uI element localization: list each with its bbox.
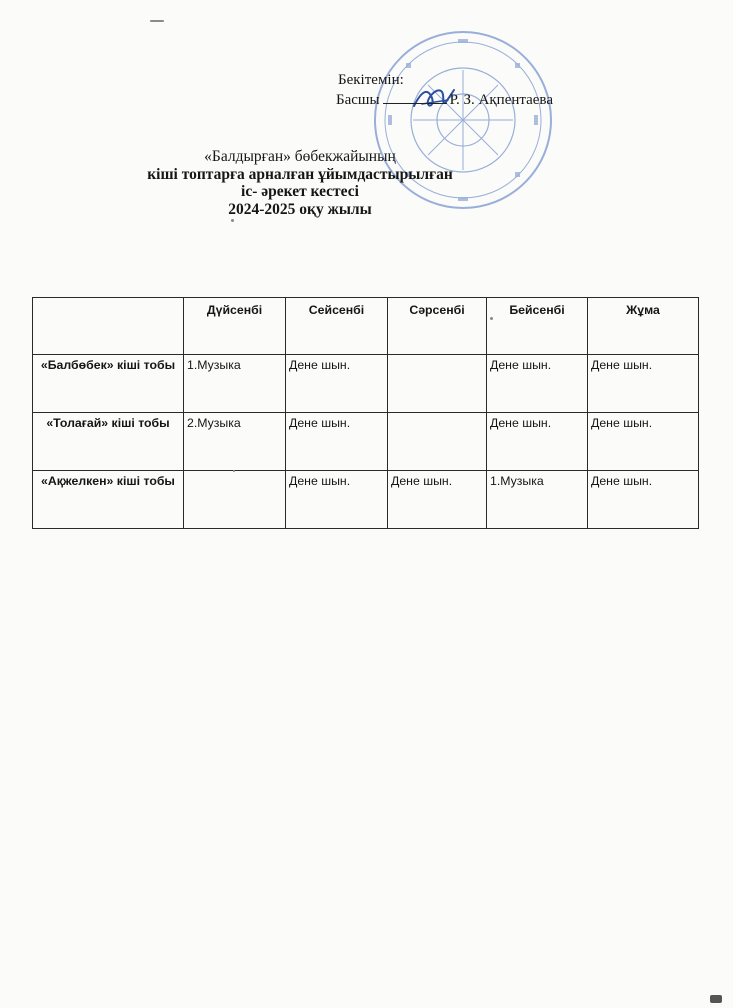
header-monday: Дүйсенбі — [184, 298, 286, 355]
table-cell: Дене шын. — [388, 471, 487, 529]
table-cell — [388, 355, 487, 413]
table-cell: Дене шын. — [286, 355, 388, 413]
approval-role: Басшы — [336, 92, 380, 108]
header-wednesday: Сәрсенбі — [388, 298, 487, 355]
table-cell — [388, 413, 487, 471]
table-row — [33, 471, 699, 529]
title-line-3: іс- әрекет кестесі — [241, 183, 359, 200]
group-name: «Толағай» кіші тобы — [33, 413, 184, 471]
table-cell: 1.Музыка — [184, 355, 286, 413]
approval-label: Бекітемін: — [338, 72, 404, 88]
approval-signatory — [336, 91, 553, 109]
document-title — [100, 148, 500, 218]
header-friday: Жұма — [588, 298, 699, 355]
table-cell: Дене шын. — [588, 471, 699, 529]
signature-line — [383, 91, 447, 104]
header-thursday: Бейсенбі — [487, 298, 588, 355]
group-name: «Балбөбек» кіші тобы — [33, 355, 184, 413]
schedule-table — [32, 297, 699, 529]
table-cell: 2.Музыка — [184, 413, 286, 471]
header-tuesday: Сейсенбі — [286, 298, 388, 355]
table-cell: Дене шын. — [286, 471, 388, 529]
title-line-2: кіші топтарға арналған ұйымдастырылған — [147, 165, 453, 183]
table-row — [33, 413, 699, 471]
table-cell: Дене шын. — [286, 413, 388, 471]
table-row — [33, 355, 699, 413]
title-line-1: «Балдырған» бөбекжайының — [204, 148, 396, 165]
approval-name: Р. З. Ақпентаева — [449, 92, 553, 108]
group-name: «Ақжелкен» кіші тобы — [33, 471, 184, 529]
table-cell — [184, 471, 286, 529]
title-line-4: 2024-2025 оқу жылы — [228, 200, 372, 218]
table-header-row — [33, 298, 699, 355]
table-cell: Дене шын. — [487, 413, 588, 471]
approval-block — [336, 72, 553, 109]
table-cell: Дене шын. — [487, 355, 588, 413]
header-corner — [33, 298, 184, 355]
table-cell: Дене шын. — [588, 413, 699, 471]
table-cell: Дене шын. — [588, 355, 699, 413]
table-cell: 1.Музыка — [487, 471, 588, 529]
